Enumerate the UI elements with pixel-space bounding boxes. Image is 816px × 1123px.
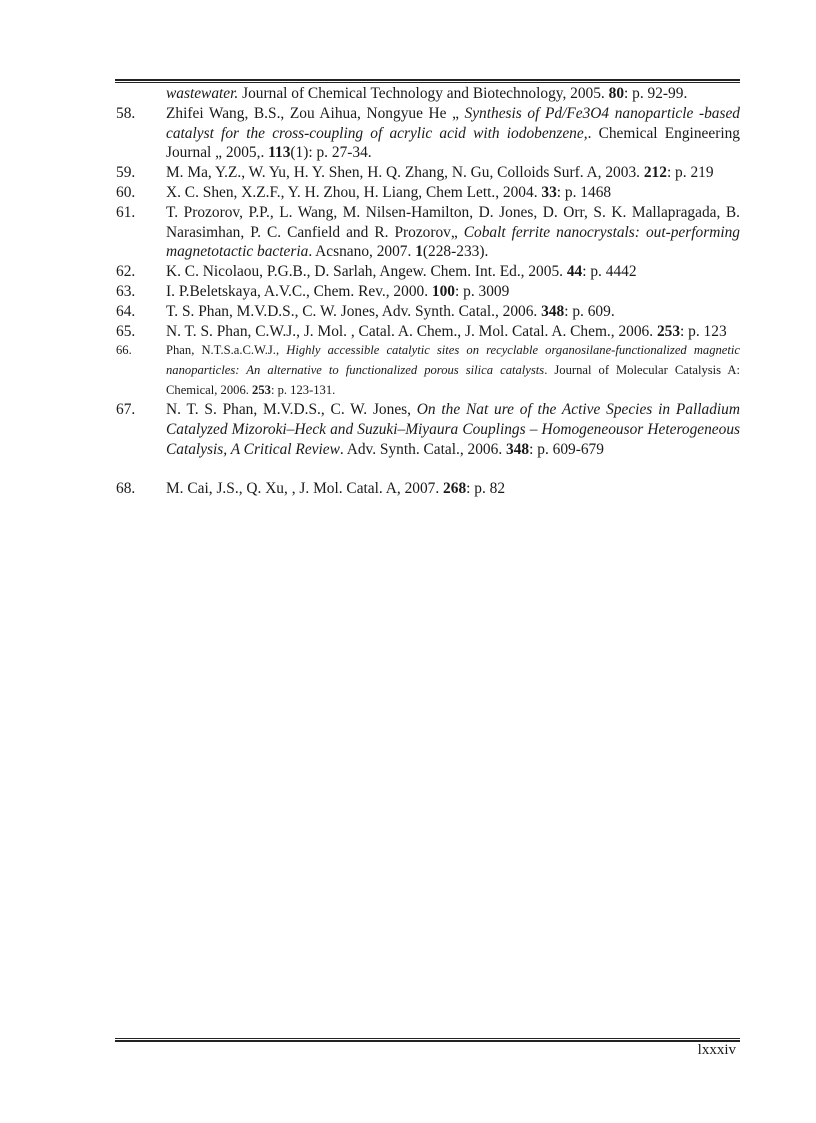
reference-text [166,302,740,322]
reference-segment: Phan, N.T.S.a.C.W.J., [166,343,287,358]
reference-number: 62. [116,263,136,281]
reference-volume: 113 [268,144,291,162]
reference-title: Cobalt ferrite nanocrystals: out-performing magnetotactic bacteria [166,223,740,261]
reference-segment: : p. 3009 [455,282,510,300]
footer-rule [115,1038,740,1042]
reference-text [166,183,740,203]
reference-volume: 44 [566,263,583,281]
reference-volume: 348 [506,440,530,458]
reference-text [166,104,740,163]
reference-text [166,282,740,302]
reference-entry [116,104,740,163]
reference-title: Synthesis of Pd/Fe3O4 nanoparticle -based catalyst for the cross-coupling of acrylic acid with iodobenzene, [166,104,740,142]
reference-number: 59. [116,164,136,182]
reference-number: 58. [116,104,136,122]
reference-volume: 268 [443,479,467,497]
reference-list [116,84,740,498]
reference-segment: : p. 609-679 [529,440,604,458]
reference-volume: 348 [541,302,565,320]
reference-entry [116,84,740,104]
reference-segment: . Adv. Synth. Catal., 2006. [339,440,507,458]
reference-volume: 80 [608,85,625,102]
reference-text [166,203,740,262]
reference-title: Highly accessible catalytic sites on recyclable organosilane-functionalized magnetic nanoparticles: An alternative to functionalized porous silica catalysts [166,343,740,377]
reference-entry [116,479,740,499]
reference-volume: 253 [252,382,271,397]
reference-segment: : p. 609. [564,302,615,320]
reference-volume: 1 [415,243,423,261]
header-rule [115,79,740,83]
reference-text [166,341,740,400]
reference-volume: 212 [643,164,667,182]
reference-segment: . Journal of Molecular Catalysis A: Chemical, 2006. [166,362,740,397]
reference-entry [116,282,740,302]
reference-segment: : p. 219 [666,164,714,182]
reference-segment: K. C. Nicolaou, P.G.B., D. Sarlah, Angew. Chem. Int. Ed., 2005. [166,263,567,281]
reference-segment: I. P.Beletskaya, A.V.C., Chem. Rev., 2000. [166,282,432,300]
reference-volume: 253 [656,322,681,340]
reference-segment: M. Ma, Y.Z., W. Yu, H. Y. Shen, H. Q. Zhang, N. Gu, Colloids Surf. A, 2003. [166,164,644,182]
reference-title: wastewater. [166,85,239,102]
reference-segment: : p. 82 [466,479,506,497]
reference-segment: (228-233). [422,243,489,261]
reference-entry [116,163,740,183]
reference-entry [116,302,740,322]
reference-segment: T. Prozorov, P.P., L. Wang, M. Nilsen-Hamilton, D. Jones, D. Orr, S. K. Mallapragada, B. Narasimhan, P. C. Canfield and R. Prozorov„ [166,203,740,241]
reference-segment: N. T. S. Phan, M.V.D.S., C. W. Jones, [166,401,417,419]
reference-text [166,84,740,104]
reference-segment: N. T. S. Phan, C.W.J., J. Mol. , Catal. A. Chem., J. Mol. Catal. A. Chem., 2006. [166,322,657,340]
reference-text [166,262,740,282]
reference-entry [116,322,740,342]
reference-volume: 100 [431,282,455,300]
reference-segment: : p. 1468 [556,183,612,201]
reference-text [166,163,740,183]
reference-number: 68. [116,479,136,497]
reference-text [166,400,740,459]
reference-entry [116,400,740,459]
reference-segment: . Acsnano, 2007. [308,243,416,261]
reference-number: 66. [116,343,132,358]
reference-number: 60. [116,183,136,201]
reference-title: On the Nat ure of the Active Species in Palladium Catalyzed Mizoroki–Heck and Suzuki–Miyaura Couplings – Homogeneousor Heterogeneous Catalysis, A Critical Review [166,401,740,458]
reference-segment: : p. 4442 [582,263,637,281]
reference-segment: T. S. Phan, M.V.D.S., C. W. Jones, Adv. Synth. Catal., 2006. [166,302,542,320]
reference-segment: . Chemical Engineering Journal „ 2005,. [166,124,740,162]
reference-segment: Journal of Chemical Technology and Biotechnology, 2005. [238,85,609,102]
reference-text [166,479,740,499]
reference-number: 63. [116,282,136,300]
reference-segment: Zhifei Wang, B.S., Zou Aihua, Nongyue He „ [166,104,465,122]
reference-segment: : p. 123 [680,322,727,340]
reference-volume: 33 [541,183,557,201]
reference-entry [116,262,740,282]
reference-entry [116,183,740,203]
reference-segment: : p. 123-131. [270,382,336,397]
reference-segment: M. Cai, J.S., Q. Xu, , J. Mol. Catal. A, 2007. [166,479,444,497]
reference-segment: : p. 92-99. [624,85,688,102]
reference-number: 64. [116,302,136,320]
reference-entry [116,341,740,400]
reference-number: 61. [116,203,136,221]
reference-segment: X. C. Shen, X.Z.F., Y. H. Zhou, H. Liang, Chem Lett., 2004. [166,183,542,201]
reference-text [166,322,740,342]
reference-number: 65. [116,322,136,340]
page-number: lxxxiv [697,1042,736,1058]
reference-number: 67. [116,401,136,419]
reference-number [116,84,166,104]
reference-entry [116,203,740,262]
reference-segment: (1): p. 27-34. [290,144,372,162]
